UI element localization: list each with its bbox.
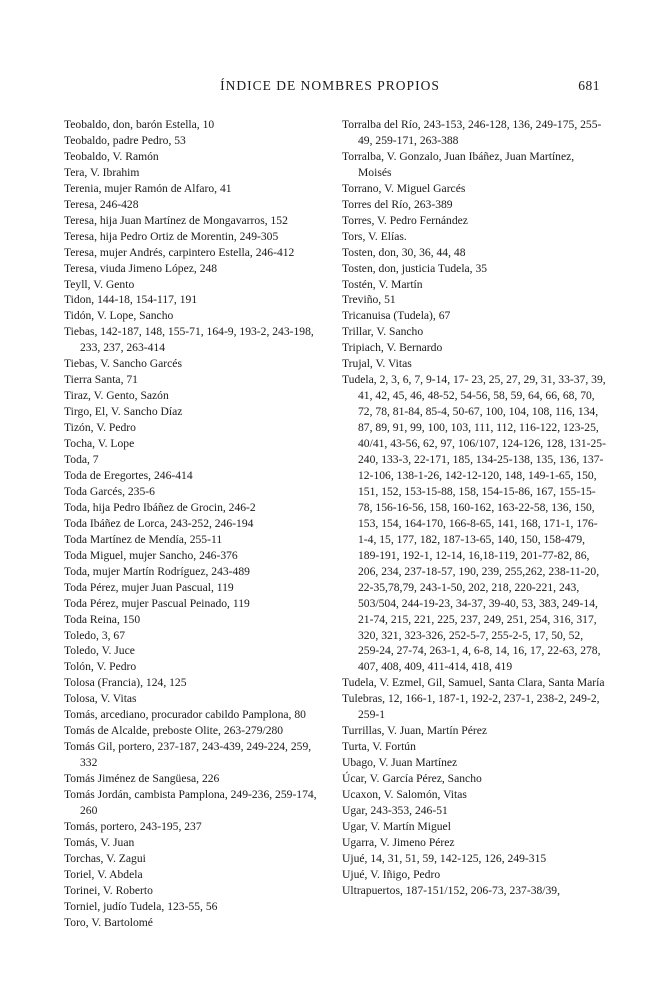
index-entry: Tiebas, 142-187, 148, 155-71, 164-9, 193-2, 243-198, 233, 237, 263-414 (64, 325, 314, 355)
page-title: ÍNDICE DE NOMBRES PROPIOS (220, 78, 440, 93)
index-entry: Toledo, V. Juce (64, 644, 135, 658)
index-entry: Turta, V. Fortún (342, 740, 416, 754)
index-entry: Tomás Jiménez de Sangüesa, 226 (64, 772, 220, 786)
index-entry: Torres, V. Pedro Fernández (342, 213, 468, 227)
index-entry: Toledo, 3, 67 (64, 628, 126, 642)
index-entry: Tizón, V. Pedro (64, 421, 136, 435)
index-entry: Tomás, V. Juan (64, 835, 135, 849)
index-entry: Tera, V. Ibrahim (64, 165, 140, 179)
index-entry: Ujué, V. Iñigo, Pedro (342, 867, 441, 881)
index-entry: Turrillas, V. Juan, Martín Pérez (342, 724, 488, 738)
index-entry: Teobaldo, don, barón Estella, 10 (64, 118, 215, 131)
index-entry: Toda, hija Pedro Ibáñez de Grocin, 246-2 (64, 500, 256, 514)
index-entry: Tudela, V. Ezmel, Gil, Samuel, Santa Clara, Santa María (342, 676, 605, 690)
index-entry: Ugar, V. Martín Miguel (342, 819, 451, 833)
index-entry: Tirgo, El, V. Sancho Díaz (64, 405, 183, 419)
index-entry: Tosten, don, justicia Tudela, 35 (342, 261, 488, 275)
index-entry: Tomás, portero, 243-195, 237 (64, 819, 202, 833)
index-entry: Torniel, judío Tudela, 123-55, 56 (64, 899, 218, 913)
index-entry: Úcar, V. García Pérez, Sancho (342, 772, 482, 786)
index-entry: Torralba del Río, 243-153, 246-128, 136, 249-175, 255-49, 259-171, 263-388 (342, 118, 602, 147)
index-entry: Teobaldo, padre Pedro, 53 (64, 133, 186, 147)
index-entry: Tulebras, 12, 166-1, 187-1, 192-2, 237-1, 238-2, 249-2, 259-1 (342, 692, 600, 722)
index-entry: Tomás de Alcalde, preboste Olite, 263-279/280 (64, 724, 284, 738)
index-entry: Tiebas, V. Sancho Garcés (64, 357, 182, 371)
index-column-left (64, 117, 329, 931)
index-entry: Tiraz, V. Gento, Sazón (64, 389, 169, 403)
index-entry: Toda de Eregortes, 246-414 (64, 468, 193, 482)
index-entry: Toda Reina, 150 (64, 612, 141, 626)
index-entry: Tosten, don, 30, 36, 44, 48 (342, 245, 466, 259)
index-entry: Trillar, V. Sancho (342, 325, 424, 339)
index-entry: Treviño, 51 (342, 293, 396, 307)
page-number: 681 (578, 78, 600, 93)
index-entry: Toda Miguel, mujer Sancho, 246-376 (64, 548, 238, 562)
index-entry: Trujal, V. Vitas (342, 357, 412, 371)
index-entry: Toda Ibáñez de Lorca, 243-252, 246-194 (64, 516, 254, 530)
index-entry: Toda Pérez, mujer Pascual Peinado, 119 (64, 596, 250, 610)
index-entry: Tolosa, V. Vitas (64, 692, 137, 706)
index-entry: Teobaldo, V. Ramón (64, 149, 159, 163)
index-entry: Tomás Gil, portero, 237-187, 243-439, 249-224, 259, 332 (64, 740, 312, 770)
index-entry: Toda, 7 (64, 453, 99, 467)
index-column-right (342, 117, 607, 899)
index-entry: Toda Garcés, 235-6 (64, 484, 155, 498)
index-entry: Tomás, arcediano, procurador cabildo Pamplona, 80 (64, 708, 306, 722)
index-entry: Ugar, 243-353, 246-51 (342, 803, 448, 817)
index-entry: Torrano, V. Miguel Garcés (342, 181, 466, 195)
index-entry: Ugarra, V. Jimeno Pérez (342, 835, 455, 849)
index-entry: Terenia, mujer Ramón de Alfaro, 41 (64, 181, 232, 195)
index-entry: Ultrapuertos, 187-151/152, 206-73, 237-38/39, (342, 883, 560, 897)
index-entry: Tors, V. Elías. (342, 229, 407, 243)
index-entry: Toro, V. Bartolomé (64, 915, 153, 929)
index-entry: Tripiach, V. Bernardo (342, 341, 443, 355)
index-entry: Ujué, 14, 31, 51, 59, 142-125, 126, 249-315 (342, 851, 547, 865)
index-entry: Teresa, hija Pedro Ortiz de Morentin, 249-305 (64, 229, 279, 243)
index-entry: Toda Pérez, mujer Juan Pascual, 119 (64, 580, 234, 594)
index-entry: Torchas, V. Zagui (64, 851, 146, 865)
index-entry: Teyll, V. Gento (64, 277, 135, 291)
index-entry: Tidón, V. Lope, Sancho (64, 309, 174, 323)
index-entry: Tolosa (Francia), 124, 125 (64, 676, 187, 690)
index-entry: Tomás Jordán, cambista Pamplona, 249-236, 259-174, 260 (64, 788, 317, 817)
index-entry: Torres del Río, 263-389 (342, 197, 453, 211)
index-entry: Ucaxon, V. Salomón, Vitas (342, 788, 467, 802)
index-entry: Tocha, V. Lope (64, 437, 135, 451)
index-entry: Teresa, mujer Andrés, carpintero Estella, 246-412 (64, 245, 295, 259)
index-entry: Tierra Santa, 71 (64, 373, 138, 387)
index-entry: Tudela, 2, 3, 6, 7, 9-14, 17- 23, 25, 27, 29, 31, 33-37, 39, 41, 42, 45, 46, 48-52, 54-56, 58, 59, 64, 66, 68, 70, 72, 78, 81-84, 85-4, 50-67, 100, 104, 108, 116, 134, 87, 89, 91, 99, 100, 103, 111, 112, 116-122, 123-25, 40/41, 43-56, 62, 97, 106/107, 124-126, 128, 131-25-240, 133-3, 22-171, 185, 134-25-138, 135, 136, 137-12-106, 138-1-26, 142-12-120, 148, 149-1-65, 150, 151, 152, 153-15-88, 158, 154-15-86, 167, 155-15-78, 156-16-56, 158, 160-162, 163-22-58, 136, 150, 153, 154, 164-170, 166-8-65, 141, 168, 171-1, 176-1-4, 15, 177, 182, 187-13-65, 140, 150, 158-479, 189-191, 192-1, 12-14, 16,18-119, 201-77-82, 86, 206, 234, 237-18-57, 190, 239, 255,262, 238-11-20, 22-35,78,79, 243-1-50, 202, 218, 220-221, 243, 503/504, 244-19-23, 34-37, 39-40, 53, 383, 249-14, 21-74, 215, 221, 225, 237, 249, 251, 254, 316, 317, 320, 321, 323-326, 252-5-7, 255-2-5, 17, 50, 52, 259-24, 27-74, 263-1, 4, 6-8, 14, 16, 17, 22-63, 278, 407, 408, 409, 411-414, 418, 419 (342, 373, 606, 674)
index-entry: Torralba, V. Gonzalo, Juan Ibáñez, Juan Martínez, Moisés (342, 149, 575, 179)
index-entry: Toriel, V. Abdela (64, 867, 143, 881)
index-entry: Teresa, viuda Jimeno López, 248 (64, 261, 218, 275)
index-entry: Tolón, V. Pedro (64, 660, 137, 674)
index-entry: Torinei, V. Roberto (64, 883, 153, 897)
index-entry: Toda Martínez de Mendía, 255-11 (64, 532, 223, 546)
index-entry: Ubago, V. Juan Martínez (342, 756, 458, 770)
index-entry: Tidon, 144-18, 154-117, 191 (64, 293, 198, 307)
page-header (60, 78, 600, 98)
index-entry: Tostén, V. Martín (342, 277, 423, 291)
index-entry: Teresa, hija Juan Martínez de Mongavarros, 152 (64, 213, 288, 227)
index-entry: Toda, mujer Martín Rodríguez, 243-489 (64, 564, 250, 578)
index-entry: Tricanuisa (Tudela), 67 (342, 309, 451, 323)
index-entry: Teresa, 246-428 (64, 197, 139, 211)
